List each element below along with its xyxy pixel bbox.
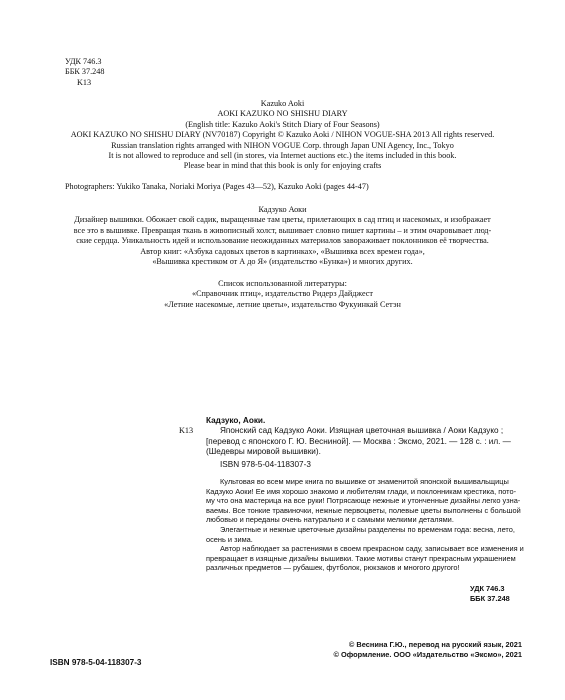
references-heading: Список использованной литературы: [218,279,347,288]
credits-english-title: (English title: Kazuko Aoki's Stitch Diary of Four Seasons) [185,119,380,129]
abstract-line: любовью и переданы очень натурально и с самыми мелкими деталями. [206,515,454,525]
credits-block [20,99,545,172]
copyright-translation: © Веснина Г.Ю., перевод на русский язык, 2021 [348,640,522,649]
abstract-line: Элегантные и нежные цветочные дизайны разделены по временам года: весна, лето, [220,524,515,534]
catalog-author-heading: Кадзуко, Аоки. [206,416,266,425]
catalog-description: (Шедевры мировой вышивки). [206,447,321,457]
catalog-description: Японский сад Кадзуко Аоки. Изящная цветочная вышивка / Аоки Кадзуко ; [220,426,504,436]
bio-name: Кадзуко Аоки [258,205,307,214]
abstract-line: Кадзуко Аоки! Ее имя хорошо знакомо и любителям глади, и поклонникам крестика, пото- [206,486,517,496]
bio-line: «Вышивка крестиком от А до Я» (издательство «Бунка») и многих других. [152,257,413,267]
catalog-k13: K13 [179,426,194,435]
abstract-line: Автор наблюдает за растениями в своем прекрасном саду, записывает все изменения и [220,544,524,554]
catalog-description: [перевод с японского Г. Ю. Весниной]. — Москва : Эксмо, 2021. — 128 с. : ил. — [206,436,511,446]
reference-item: «Справочник птиц», издательство Ридерз Дайджест [192,289,373,299]
credits-copyright: AOKI KAZUKO NO SHISHU DIARY (NV70187) Copyright © Kazuko Aoki / NIHON VOGUE-SHA 2013 All rights reserved. [70,130,495,140]
credits-author: Kazuko Aoki [260,99,305,108]
bbk-code: ББК 37.248 [65,67,105,77]
udk-code-bottom: УДК 746.3 [470,584,505,593]
udk-code: УДК 746.3 [65,57,102,66]
credits-reproduce-notice: It is not allowed to reproduce and sell (in stores, via Internet auctions etc.) the items included in this book. [108,151,457,161]
bio-line: Дизайнер вышивки. Обожает свой садик, выращенные там цветы, прилетающих в сад птиц и насекомых, и изображает [74,215,491,225]
catalog-abstract [206,477,524,573]
bio-line: ские сердца. Уникальность идей и использование неожиданных материалов завораживает поклонников её творчества. [76,236,489,246]
bio-line: Автор книг: «Азбука садовых цветов в картинках», «Вышивка всех времен года», [140,246,425,256]
abstract-line: превращает в изящные дизайны вышивки. Такие мотивы станут прекрасным украшением [206,553,516,563]
footer-isbn: ISBN 978-5-04-118307-3 [50,658,142,667]
bio-block [20,205,545,267]
abstract-line: Культовая во всем мире книга по вышивке от знаменитой японской вышивальщицы [220,477,509,486]
credits-bear-in-mind: Please bear in mind that this book is only for enjoying crafts [183,161,382,171]
abstract-line: ваемы. Все тонкие травиночки, нежные первоцветы, полевые цветы выполнены с большой [206,505,521,515]
author-mark: K13 [77,77,92,87]
abstract-line: му что она мастерица на все руки! Потрясающе нежные и утонченные дизайны легко узна- [206,496,521,506]
catalog-card [206,416,514,470]
catalog-codes-bottom [470,584,510,603]
photographers: Photographers: Yukiko Tanaka, Noriaki Moriya (Pages 43—52), Kazuko Aoki (pages 44-47) [65,182,369,191]
bbk-code-bottom: ББК 37.248 [470,593,510,603]
catalog-isbn: ISBN 978-5-04-118307-3 [220,459,311,469]
bio-line: все это в вышивке. Превращая ткань в живописный холст, вышивает словно пишет картины – и этим очаровывает люд- [73,225,492,235]
abstract-line: различных предметов — рубашек, футболок, рюкзаков и многого другого! [206,563,460,573]
credits-translation-rights: Russian translation rights arranged with NIHON VOGUE Corp. through Japan UNI Agency, Inc., Tokyo [111,140,454,150]
top-codes [65,57,104,88]
credits-title: AOKI KAZUKO NO SHISHU DIARY [217,109,348,119]
references-block [20,279,545,310]
footer-copyrights [332,640,522,659]
abstract-line: осень и зима. [206,534,253,544]
reference-item: «Летние насекомые, летние цветы», издательство Фукуинкай Сетэн [164,299,401,309]
copyright-design: © Оформление. ООО «Издательство «Эксмо», 2021 [333,649,522,659]
